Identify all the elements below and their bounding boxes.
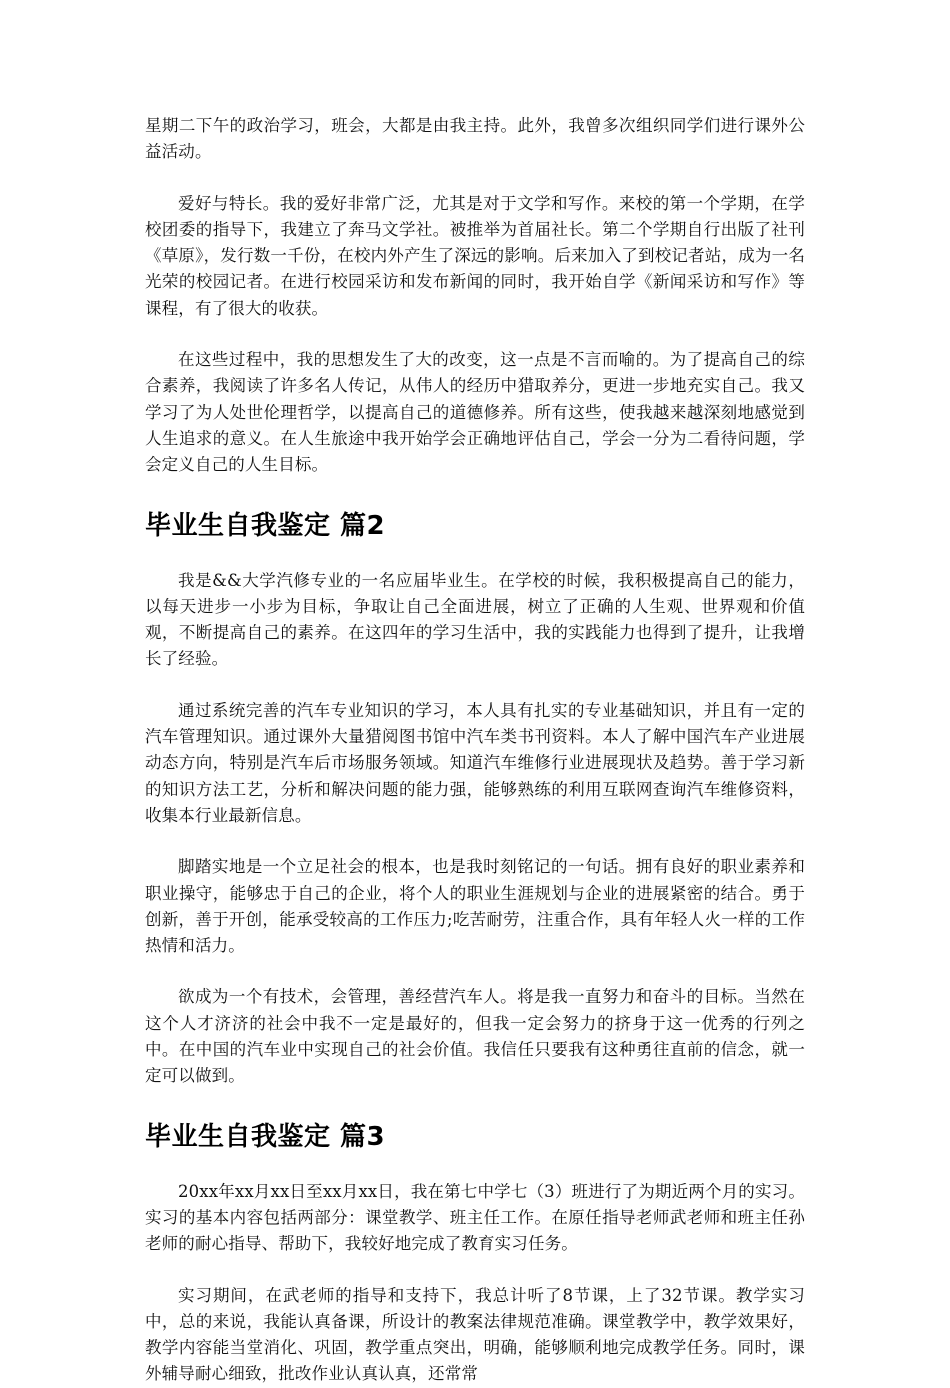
paragraph: 20xx年xx月xx日至xx月xx日，我在第七中学七（3）班进行了为期近两个月的实习。实习的基本内容包括两部分：课堂教学、班主任工作。在原任指导老师武老师和班主任孙老师的耐心指导、帮助下，我较好地完成了教育实习任务。 xyxy=(145,1181,805,1254)
paragraph: 爱好与特长。我的爱好非常广泛，尤其是对于文学和写作。来校的第一个学期，在学校团委的指导下，我建立了奔马文学社。被推举为首届社长。第二个学期自行出版了社刊《草原》，发行数一千份，在校内外产生了深远的影响。后来加入了到校记者站，成为一名光荣的校园记者。在进行校园采访和发布新闻的同时，我开始自学《新闻采访和写作》等课程，有了很大的收获。 xyxy=(145,193,805,318)
paragraph: 实习期间，在武老师的指导和支持下，我总计听了8节课，上了32节课。教学实习中，总的来说，我能认真备课，所设计的教案法律规范准确。课堂教学中，教学效果好，教学内容能当堂消化、巩固，教学重点突出，明确，能够顺利地完成教学任务。同时，课外辅导耐心细致，批改作业认真认真，还常常 xyxy=(145,1285,805,1384)
section-heading: 毕业生自我鉴定 篇3 xyxy=(145,1121,386,1152)
paragraph: 脚踏实地是一个立足社会的根本，也是我时刻铭记的一句话。拥有良好的职业素养和职业操守，能够忠于自己的企业，将个人的职业生涯规划与企业的进展紧密的结合。勇于创新，善于开创，能承受较高的工作压力;吃苦耐劳，注重合作，具有年轻人火一样的工作热情和活力。 xyxy=(145,857,805,956)
paragraph: 在这些过程中，我的思想发生了大的改变，这一点是不言而喻的。为了提高自己的综合素养，我阅读了许多名人传记，从伟人的经历中猎取养分，更进一步地充实自己。我又学习了为人处世伦理哲学，以提高自己的道德修养。所有这些，使我越来越深刻地感觉到人生追求的意义。在人生旅途中我开始学会正确地评估自己，学会一分为二看待问题，学会定义自己的人生目标。 xyxy=(145,350,805,475)
paragraph: 星期二下午的政治学习，班会，大都是由我主持。此外，我曾多次组织同学们进行课外公益活动。 xyxy=(145,116,805,162)
document-page xyxy=(145,113,805,1388)
paragraph: 通过系统完善的汽车专业知识的学习，本人具有扎实的专业基础知识，并且有一定的汽车管理知识。通过课外大量猎阅图书馆中汽车类书刊资料。本人了解中国汽车产业进展动态方向，特别是汽车后市场服务领域。知道汽车维修行业进展现状及趋势。善于学习新的知识方法工艺，分析和解决问题的能力强，能够熟练的利用互联网查询汽车维修资料，收集本行业最新信息。 xyxy=(145,700,805,825)
paragraph: 欲成为一个有技术，会管理，善经营汽车人。将是我一直努力和奋斗的目标。当然在这个人才济济的社会中我不一定是最好的，但我一定会努力的挤身于这一优秀的行列之中。在中国的汽车业中实现自己的社会价值。我信任只要我有这种勇往直前的信念，就一定可以做到。 xyxy=(145,987,805,1086)
section-heading: 毕业生自我鉴定 篇2 xyxy=(145,510,386,541)
paragraph: 我是&&大学汽修专业的一名应届毕业生。在学校的时候，我积极提高自己的能力，以每天进步一小步为目标，争取让自己全面进展，树立了正确的人生观、世界观和价值观，不断提高自己的素养。在这四年的学习生活中，我的实践能力也得到了提升，让我增长了经验。 xyxy=(145,570,805,669)
